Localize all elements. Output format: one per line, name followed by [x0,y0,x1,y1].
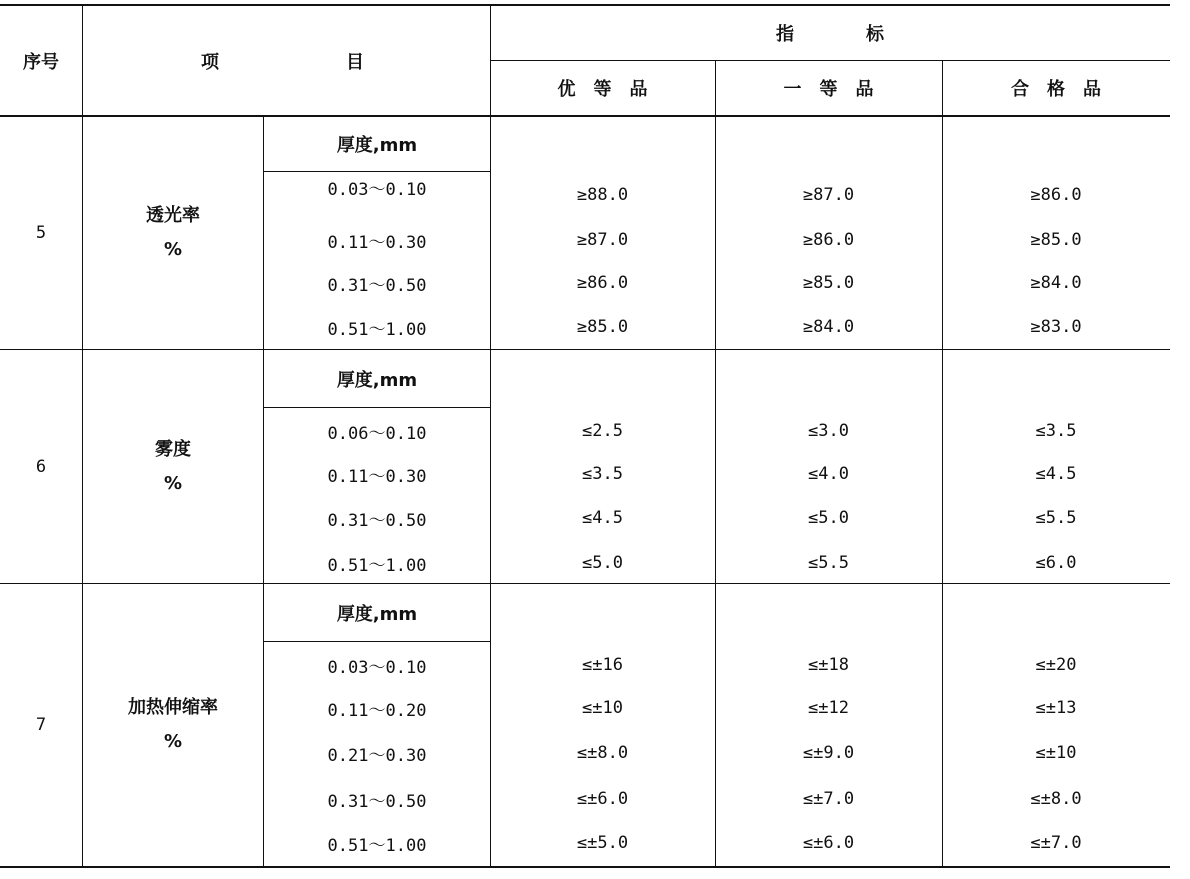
value-cell: ≤±9.0 [802,743,855,763]
thickness-range: 0.31～0.50 [327,275,427,296]
thickness-header: 厚度,mm [336,135,418,156]
value-cell: ≥85.0 [802,273,855,293]
group-name: 雾度 [155,438,191,460]
group-seq: 6 [35,456,47,477]
value-cell: ≤±6.0 [802,833,855,853]
group-label [83,584,263,866]
group-name: 加热伸缩率 [128,697,218,718]
header-grade-first: 一 等 品 [783,79,874,100]
value-cell: ≤4.5 [1035,464,1077,484]
thickness-range: 0.11～0.30 [327,232,427,253]
value-cell: ≥83.0 [1030,317,1082,337]
value-cell: ≤2.5 [582,421,623,441]
value-cell: ≤5.5 [1035,508,1077,528]
group-unit: % [163,731,183,752]
value-cell: ≥86.0 [576,273,629,293]
thickness-range: 0.21～0.30 [327,745,427,766]
thickness-range: 0.06～0.10 [327,423,427,444]
thickness-range: 0.03～0.10 [327,179,427,200]
header-seq: 序号 [23,51,59,73]
rule-thick-sep-7 [263,641,490,642]
value-cell: ≤4.5 [582,508,623,528]
thickness-range: 0.51～1.00 [327,319,427,340]
value-cell: ≥86.0 [1030,185,1082,205]
value-cell: ≤±10 [582,698,623,718]
thickness-range: 0.51～1.00 [327,555,427,576]
value-cell: ≤6.0 [1035,553,1077,573]
value-cell: ≥85.0 [576,317,629,337]
value-cell: ≥84.0 [802,317,855,337]
value-cell: ≤3.0 [808,421,849,441]
group-seq: 7 [35,715,47,735]
value-cell: ≤±8.0 [576,743,629,763]
group-name: 透光率 [146,205,200,226]
group-label [83,117,263,349]
value-cell: ≥87.0 [576,230,629,250]
group-unit: % [163,239,183,260]
thickness-header: 厚度,mm [336,603,418,625]
group-label [83,350,263,583]
value-cell: ≤±16 [582,655,623,675]
value-cell: ≥86.0 [802,230,855,250]
thickness-range: 0.51～1.00 [327,835,427,856]
thickness-range: 0.31～0.50 [327,791,427,812]
value-cell: ≤5.0 [808,508,849,528]
value-cell: ≤±6.0 [576,789,629,809]
thickness-range: 0.03～0.10 [327,657,427,678]
value-cell: ≤3.5 [1035,421,1077,441]
thickness-range: 0.31～0.50 [327,510,427,531]
value-cell: ≤5.0 [582,553,623,573]
value-cell: ≤±8.0 [1030,789,1082,809]
value-cell: ≤±7.0 [802,789,855,809]
header-item-left: 项 [201,51,219,73]
value-cell: ≤±10 [1035,743,1077,763]
value-cell: ≥88.0 [576,185,629,205]
value-cell: ≥85.0 [1030,230,1082,250]
header-item-right: 目 [346,51,364,73]
value-cell: ≤±5.0 [576,833,629,853]
header-grade-premium: 优 等 品 [557,79,648,100]
value-cell: ≤5.5 [808,553,849,573]
group-unit: % [163,472,183,494]
group-seq: 5 [35,223,47,243]
rule-bottom [0,866,1170,868]
header-grade-qualified: 合 格 品 [1011,79,1101,100]
value-cell: ≤±13 [1035,698,1077,718]
value-cell: ≤±20 [1035,655,1077,675]
value-cell: ≤3.5 [582,464,623,484]
value-cell: ≥84.0 [1030,273,1082,293]
thickness-header: 厚度,mm [336,369,418,391]
thickness-range: 0.11～0.20 [327,700,427,721]
value-cell: ≥87.0 [802,185,855,205]
value-cell: ≤±12 [808,698,849,718]
thickness-range: 0.11～0.30 [327,466,427,487]
rule-thick-sep-6 [263,407,490,408]
value-cell: ≤4.0 [808,464,849,484]
value-cell: ≤±18 [808,655,849,675]
value-cell: ≤±7.0 [1030,833,1082,853]
header-index: 指 标 [776,24,884,45]
